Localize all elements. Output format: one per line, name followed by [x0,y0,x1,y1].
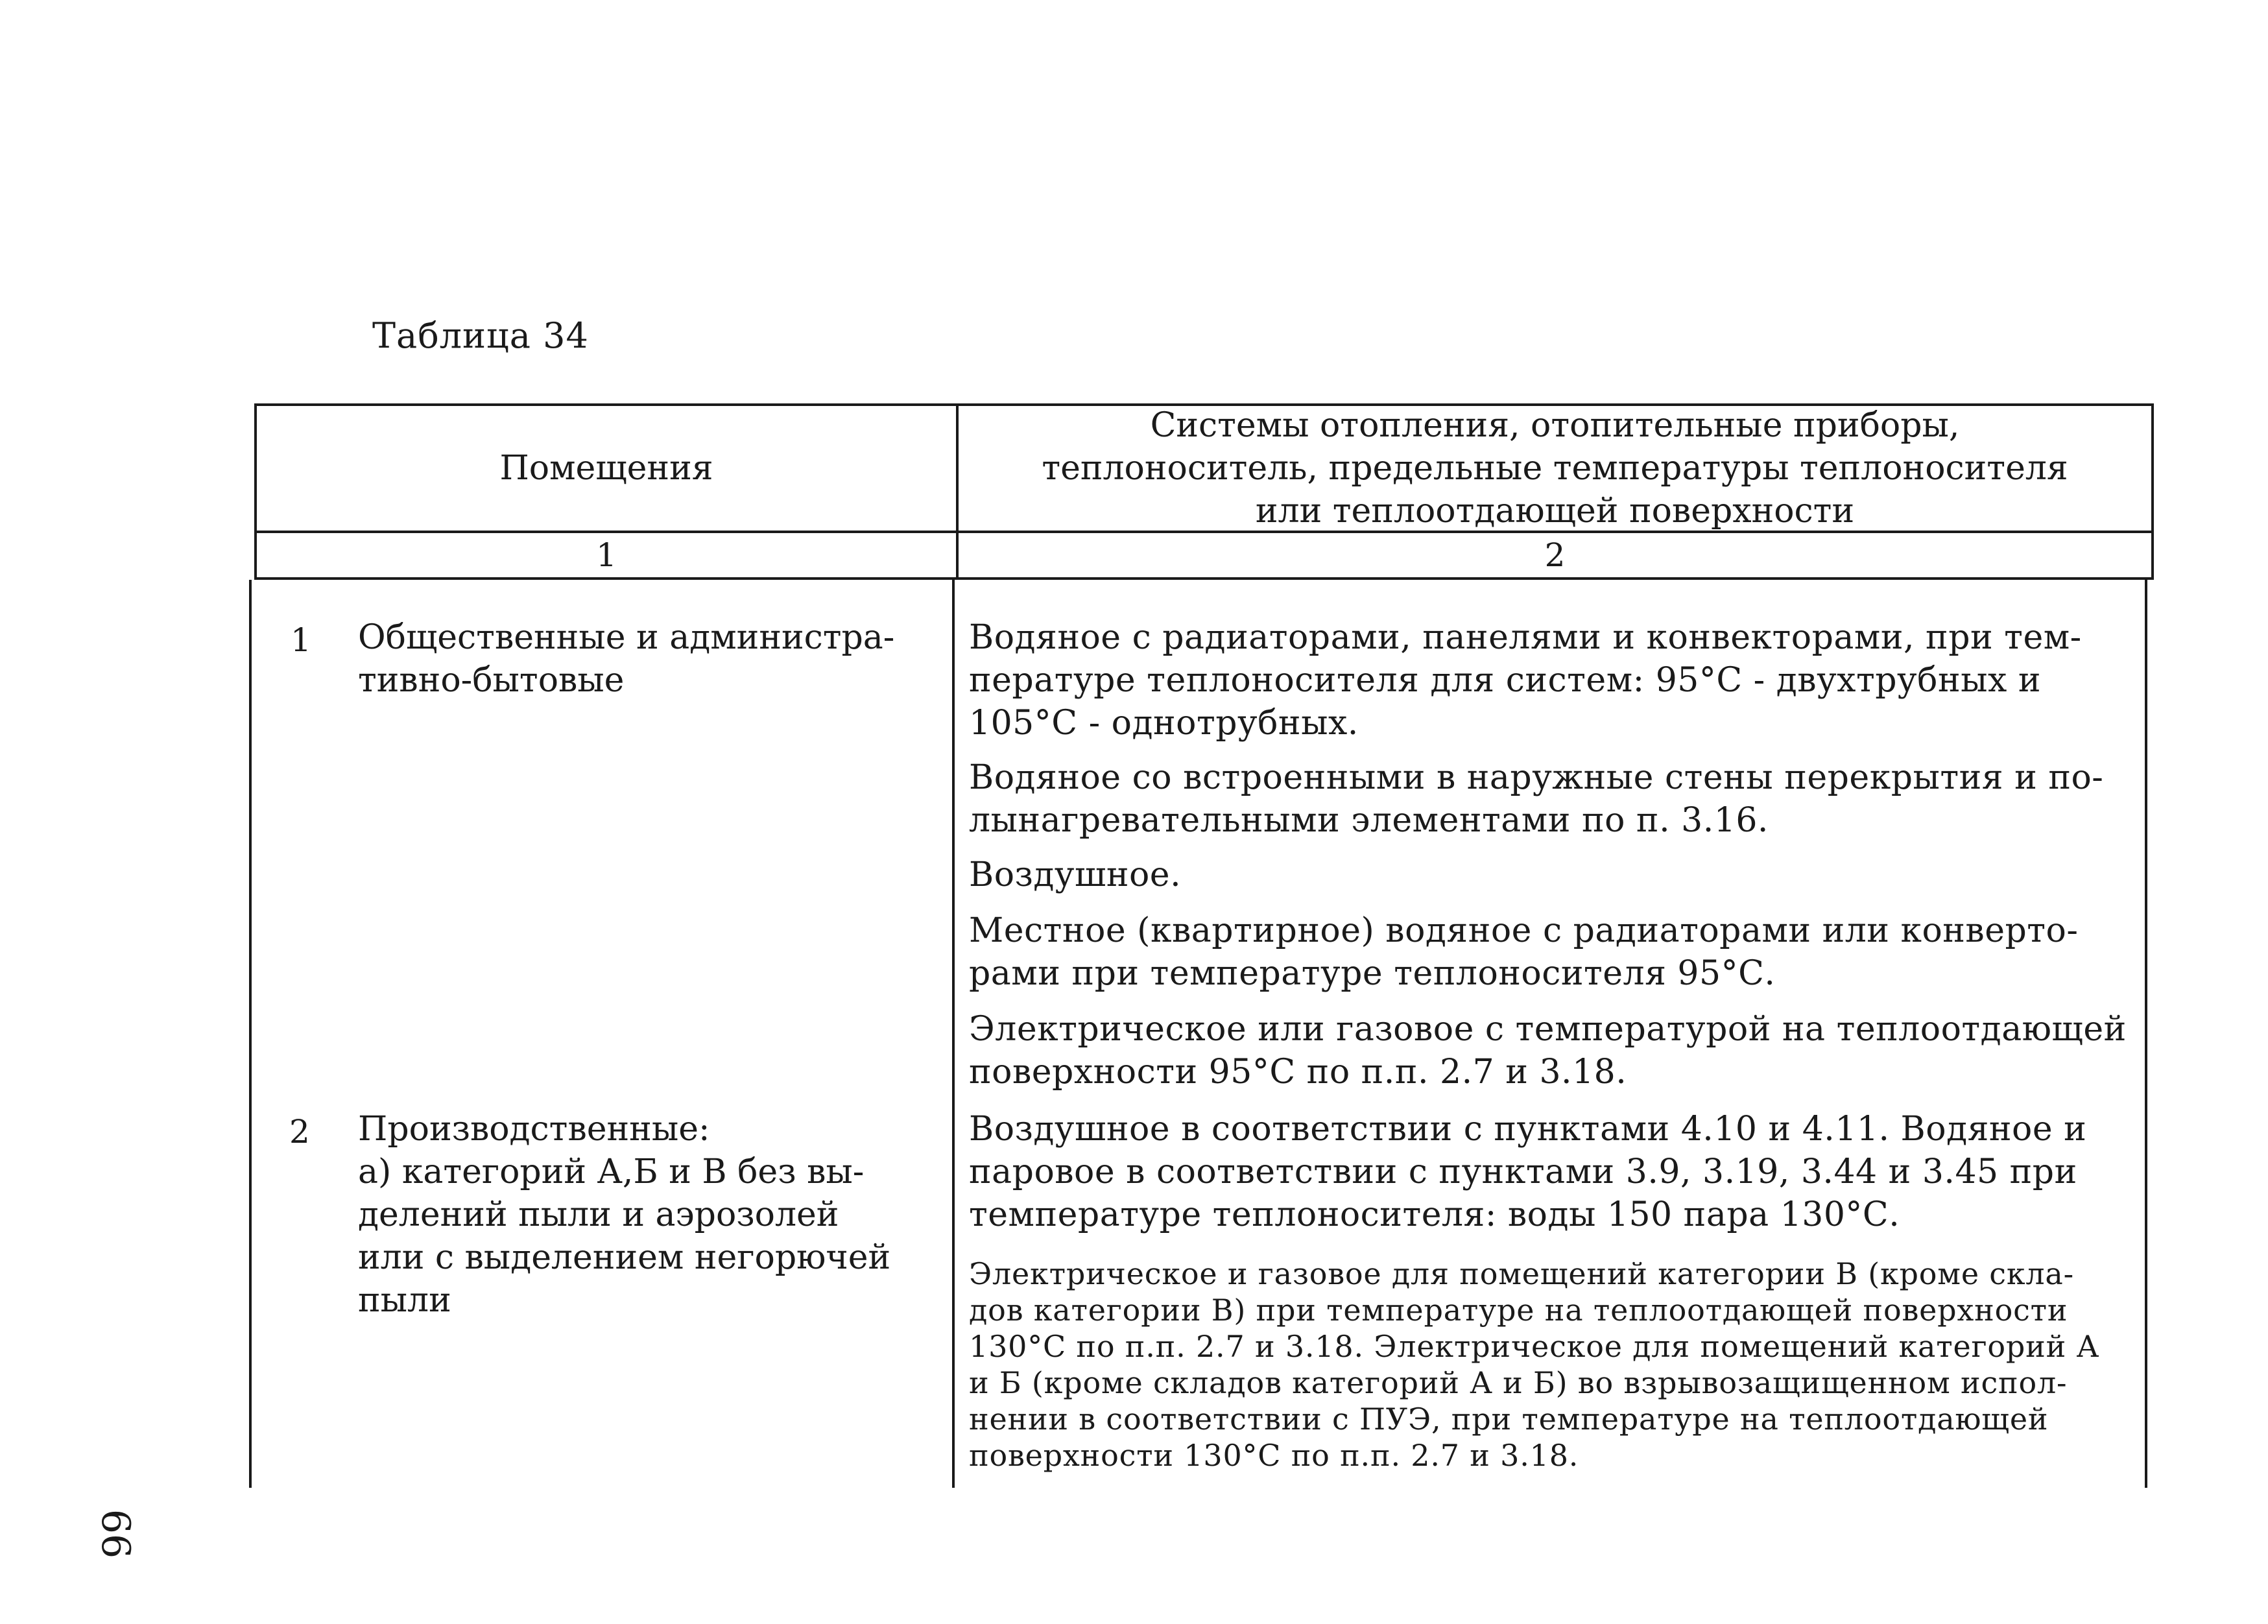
header-rooms: Помещения [499,449,713,488]
table-caption: Таблица 34 [372,315,589,356]
header-heating-systems: Системы отопления, отопительные приборы, теплоноситель, предельные температуры теплоносителя или теплоотдающей поверхности [1042,406,2068,531]
column-number-divider [254,577,2154,580]
row-index: 1 [291,621,311,659]
heating-system-entry: Воздушное. [969,855,1182,894]
room-type: Общественные и администра- тивно-бытовые [358,618,895,700]
heating-system-entry: Электрическое и газовое для помещений категории В (кроме скла- дов категории В) при температуре на теплоотдающей поверхности 130°С по п.п. 2.7 и 3.18. Электрическое для помещений категорий А и Б (кроме складов категорий А и Б) во взрывозащищенном испол- нении в соответствии с ПУЭ, при температуре на теплоотдающей поверхности 130°С по п.п. 2.7 и 3.18. [969,1256,2100,1473]
heating-system-entry: Водяное с радиаторами, панелями и конвекторами, при тем- пературе теплоносителя для систем: 95°С - двухтрубных и 105°С - однотрубных. [969,618,2082,743]
room-type: Производственные: а) категорий А,Б и В без вы- делений пыли и аэрозолей или с выделением негорючей пыли [358,1110,891,1320]
heating-system-entry: Местное (квартирное) водяное с радиаторами или конверто- рами при температуре теплоносителя 95°С. [969,911,2079,993]
page-number: 66 [93,1509,139,1559]
column-number-1: 1 [596,536,617,574]
heating-system-entry: Водяное со встроенными в наружные стены перекрытия и по- лынагревательными элементами по п. 3.16. [969,758,2104,840]
table-border-right [2151,403,2154,580]
column-divider-body [952,580,955,1488]
heating-system-entry: Воздушное в соответствии с пунктами 4.10 и 4.11. Водяное и паровое в соответствии с пунктами 3.9, 3.19, 3.44 и 3.45 при температуре теплоносителя: воды 150 пара 130°С. [969,1110,2087,1234]
column-number-2: 2 [1544,536,1566,574]
table-border-left-body [249,580,252,1488]
table-border-right-body [2145,580,2147,1488]
heating-system-entry: Электрическое или газовое с температурой на теплоотдающей поверхности 95°С по п.п. 2.7 и 3.18. [969,1010,2127,1092]
row-index: 2 [289,1113,310,1151]
